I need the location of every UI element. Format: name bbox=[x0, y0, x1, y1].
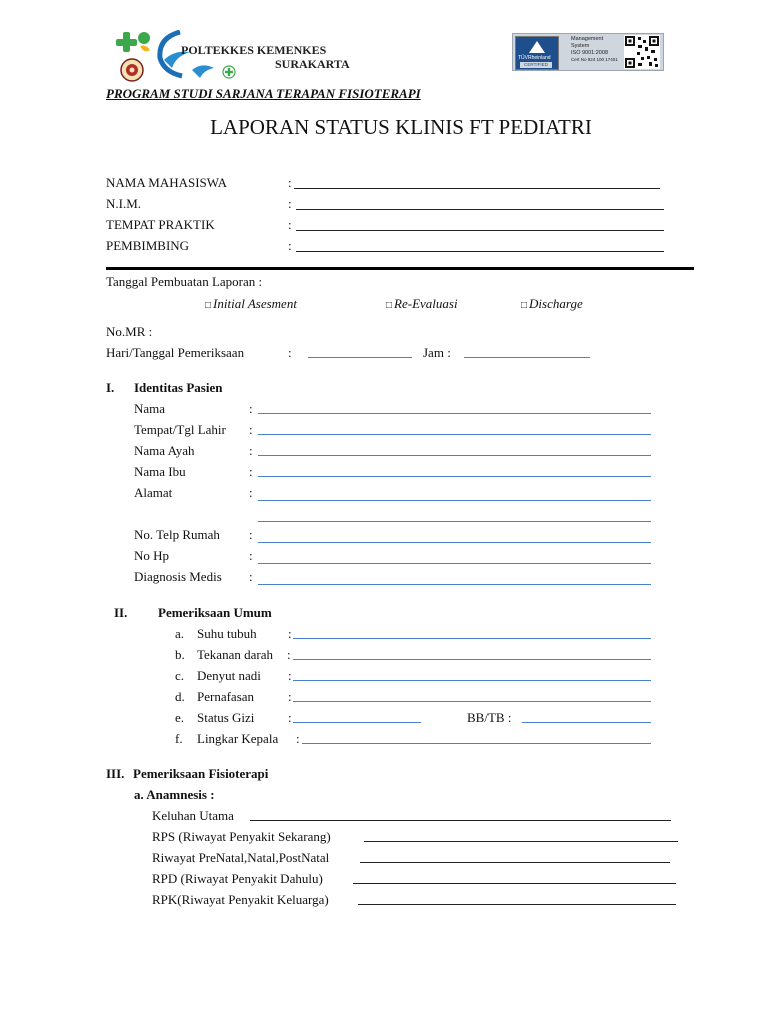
section-2-title: Pemeriksaan Umum bbox=[158, 605, 272, 620]
tuv-certified: CERTIFIED bbox=[520, 62, 552, 68]
option-label: Initial Asesment bbox=[213, 296, 297, 311]
item-sep: : bbox=[288, 626, 292, 641]
student-sep: : bbox=[288, 196, 292, 211]
field-sep: : bbox=[249, 443, 253, 458]
mother-name-field[interactable] bbox=[258, 476, 651, 477]
father-name-field[interactable] bbox=[258, 455, 651, 456]
student-label-supervisor: PEMBIMBING bbox=[106, 238, 190, 253]
student-nim-field[interactable] bbox=[296, 209, 664, 210]
badge-line4: Cert No 824 100 17401 bbox=[571, 57, 618, 62]
current-illness-field[interactable] bbox=[364, 841, 678, 842]
item-letter: f. bbox=[175, 731, 183, 746]
anamnesis-label: RPS (Riwayat Penyakit Sekarang) bbox=[152, 829, 331, 844]
item-sep: : bbox=[287, 647, 291, 662]
option-discharge[interactable] bbox=[521, 296, 583, 314]
address-field-line2[interactable] bbox=[258, 521, 651, 522]
family-history-field[interactable] bbox=[358, 904, 676, 905]
section-1-title: Identitas Pasien bbox=[134, 380, 223, 395]
option-initial-asesment[interactable] bbox=[205, 296, 297, 314]
field-sep: : bbox=[249, 527, 253, 542]
badge-line3: ISO 9001:2008 bbox=[571, 50, 609, 56]
field-label: Diagnosis Medis bbox=[134, 569, 222, 584]
section-1-number: I. bbox=[106, 380, 115, 395]
item-label: Tekanan darah bbox=[197, 647, 273, 662]
home-phone-field[interactable] bbox=[258, 542, 651, 543]
tuv-brand: TÜVRheinland bbox=[518, 55, 551, 61]
diagnosis-field[interactable] bbox=[258, 584, 651, 585]
kemenkes-logo bbox=[116, 30, 156, 58]
item-letter: a. bbox=[175, 626, 185, 641]
past-illness-field[interactable] bbox=[353, 883, 676, 884]
field-label: Nama bbox=[134, 401, 166, 416]
option-label: Re-Evaluasi bbox=[394, 296, 458, 311]
field-sep: : bbox=[249, 485, 253, 500]
tuv-triangle-icon bbox=[529, 41, 545, 53]
field-label: Alamat bbox=[134, 485, 173, 500]
program-name: PROGRAM STUDI SARJANA TERAPAN FISIOTERAPI bbox=[106, 86, 421, 101]
student-sep: : bbox=[288, 175, 292, 190]
field-label: Nama Ayah bbox=[134, 443, 195, 458]
page-title: LAPORAN STATUS KLINIS FT PEDIATRI bbox=[210, 115, 592, 139]
checkbox-icon[interactable]: □ bbox=[521, 300, 528, 311]
field-sep: : bbox=[249, 464, 253, 479]
respiration-field[interactable] bbox=[293, 701, 651, 702]
report-date-label: Tanggal Pembuatan Laporan : bbox=[106, 274, 263, 289]
prenatal-history-field[interactable] bbox=[360, 862, 670, 863]
item-label: Status Gizi bbox=[197, 710, 255, 725]
patient-birth-field[interactable] bbox=[258, 434, 651, 435]
item-label: Pernafasan bbox=[197, 689, 255, 704]
student-sep: : bbox=[288, 238, 292, 253]
checkbox-icon[interactable]: □ bbox=[386, 300, 393, 311]
student-place-field[interactable] bbox=[296, 230, 664, 231]
bbtb-label: BB/TB : bbox=[467, 710, 512, 725]
iso-certification-badge bbox=[512, 33, 664, 71]
item-letter: e. bbox=[175, 710, 185, 725]
student-sep: : bbox=[288, 217, 292, 232]
item-label: Denyut nadi bbox=[197, 668, 261, 683]
anamnesis-label: RPD (Riwayat Penyakit Dahulu) bbox=[152, 871, 323, 886]
field-label: No Hp bbox=[134, 548, 170, 563]
student-label-place: TEMPAT PRAKTIK bbox=[106, 217, 215, 232]
anamnesis-label: RPK(Riwayat Penyakit Keluarga) bbox=[152, 892, 329, 907]
item-label: Suhu tubuh bbox=[197, 626, 257, 641]
item-letter: b. bbox=[175, 647, 185, 662]
option-label: Discharge bbox=[529, 296, 583, 311]
blood-pressure-field[interactable] bbox=[293, 659, 651, 660]
org-name-line2: SURAKARTA bbox=[275, 57, 350, 71]
head-circumference-field[interactable] bbox=[302, 743, 651, 744]
field-sep: : bbox=[249, 401, 253, 416]
student-label-nim: N.I.M. bbox=[106, 196, 142, 211]
student-supervisor-field[interactable] bbox=[296, 251, 664, 252]
badge-line1: Management bbox=[571, 36, 604, 42]
qr-code-icon bbox=[624, 35, 660, 69]
bbtb-field[interactable] bbox=[522, 722, 651, 723]
section-2-number: II. bbox=[114, 605, 128, 620]
exam-date-label: Hari/Tanggal Pemeriksaan bbox=[106, 345, 245, 360]
field-label: Nama Ibu bbox=[134, 464, 186, 479]
item-sep: : bbox=[288, 689, 292, 704]
field-label: No. Telp Rumah bbox=[134, 527, 220, 542]
anamnesis-label: Riwayat PreNatal,Natal,PostNatal bbox=[152, 850, 330, 865]
field-label: Tempat/Tgl Lahir bbox=[134, 422, 226, 437]
item-sep: : bbox=[296, 731, 300, 746]
option-re-evaluasi[interactable] bbox=[386, 296, 458, 314]
exam-date-field[interactable] bbox=[308, 357, 412, 358]
jam-label: Jam : bbox=[423, 345, 451, 360]
org-name-line1: POLTEKKES KEMENKES bbox=[181, 43, 327, 57]
item-letter: d. bbox=[175, 689, 185, 704]
no-mr-label: No.MR : bbox=[106, 324, 153, 339]
exam-date-sep: : bbox=[288, 345, 292, 360]
mobile-phone-field[interactable] bbox=[258, 563, 651, 564]
section-3-number: III. bbox=[106, 766, 125, 781]
field-sep: : bbox=[249, 422, 253, 437]
section-3-title: Pemeriksaan Fisioterapi bbox=[133, 766, 269, 781]
anamnesis-subtitle: a. Anamnesis : bbox=[134, 787, 215, 802]
field-sep: : bbox=[249, 569, 253, 584]
item-sep: : bbox=[288, 668, 292, 683]
address-field[interactable] bbox=[258, 500, 651, 501]
field-sep: : bbox=[249, 548, 253, 563]
item-letter: c. bbox=[175, 668, 185, 683]
tuv-logo bbox=[515, 36, 559, 70]
badge-line2: System bbox=[571, 43, 590, 49]
patient-name-field[interactable] bbox=[258, 413, 651, 414]
section-divider bbox=[106, 267, 694, 270]
nutrition-status-field[interactable] bbox=[293, 722, 421, 723]
student-name-field[interactable] bbox=[294, 188, 660, 189]
checkbox-icon[interactable]: □ bbox=[205, 300, 212, 311]
temperature-field[interactable] bbox=[293, 638, 651, 639]
jam-field[interactable] bbox=[464, 357, 590, 358]
pulse-field[interactable] bbox=[293, 680, 651, 681]
student-label-name: NAMA MAHASISWA bbox=[106, 175, 227, 190]
anamnesis-label: Keluhan Utama bbox=[152, 808, 234, 823]
item-sep: : bbox=[288, 710, 292, 725]
chief-complaint-field[interactable] bbox=[250, 820, 671, 821]
university-seal bbox=[119, 58, 145, 82]
item-label: Lingkar Kepala bbox=[197, 731, 279, 746]
